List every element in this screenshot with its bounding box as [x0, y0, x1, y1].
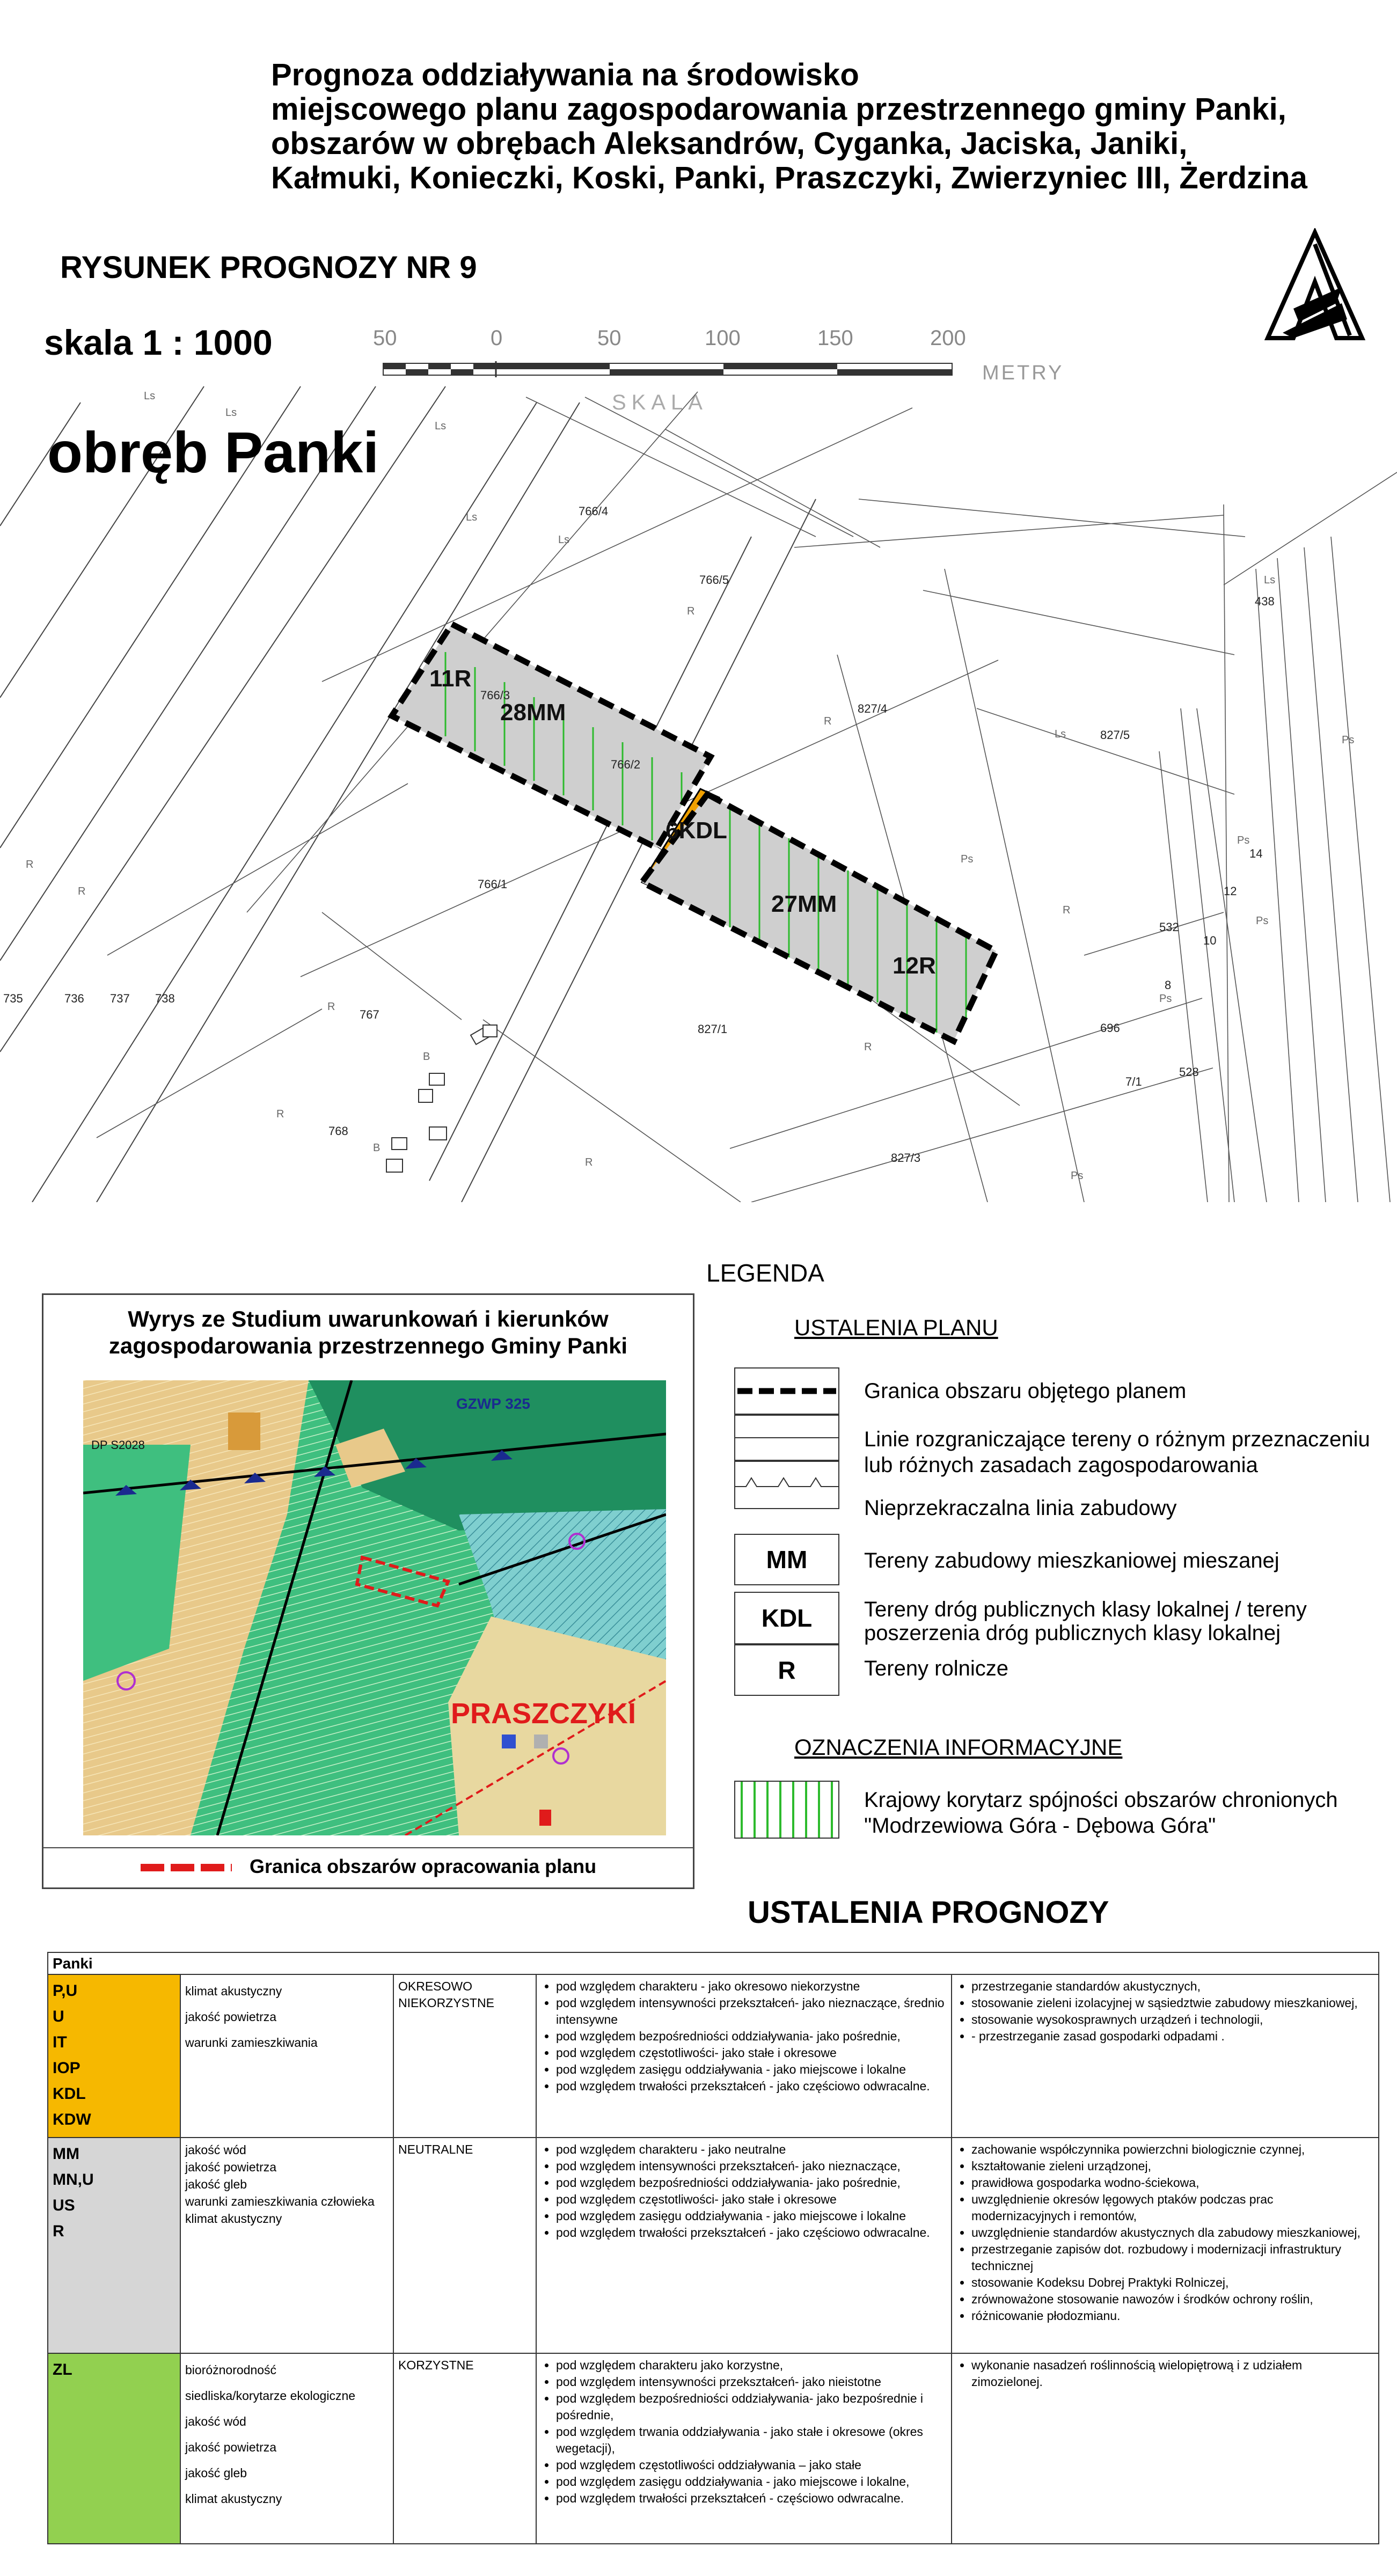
zone-code: MM [53, 2145, 79, 2163]
plot-label: 766/5 [699, 573, 729, 587]
legend-symbol-corridor [734, 1781, 839, 1839]
measures-cell [952, 2138, 1379, 2353]
table-row [48, 2138, 1379, 2353]
title-line: Kałmuki, Konieczki, Koski, Panki, Praszczyki, Zwierzyniec III, Żerdzina [271, 160, 1307, 195]
rating-cell: NEUTRALNE [393, 2138, 536, 2353]
land-class-label: Ps [1237, 835, 1250, 846]
land-class-label: R [276, 1108, 284, 1120]
plot-label: 827/5 [1100, 728, 1130, 742]
title-line: obszarów w obrębach Aleksandrów, Cyganka, Jaciska, Janiki, [271, 126, 1188, 161]
element-item: jakość powietrza [185, 2010, 277, 2024]
measure-item: • stosowanie zieleni izolacyjnej w sąsiedztwie zabudowy mieszkaniowej, [971, 1995, 1374, 2011]
legend-text: Linie rozgraniczające tereny o różnym przeznaczeniu lub różnych zasadach zagospodarowania [864, 1428, 1370, 1477]
table-header: Panki [48, 1952, 1379, 1974]
plot-label: 438 [1255, 595, 1275, 608]
zone-code: MN,U [53, 2171, 94, 2189]
effect-item: • pod względem intensywności przekształceń- jako nieznaczące, średnio intensywne [556, 1995, 947, 2028]
zone-label: 28MM [500, 699, 566, 726]
land-class-label: B [423, 1051, 430, 1063]
element-item: klimat akustyczny [185, 2492, 282, 2506]
land-class-label: Ls [225, 407, 237, 419]
measure-item: • prawidłowa gospodarka wodno-ściekowa, [971, 2175, 1374, 2191]
element-item: siedliska/korytarze ekologiczne [185, 2389, 356, 2403]
road-label: DP S2028 [91, 1438, 145, 1452]
environment-elements-cell [180, 2138, 393, 2353]
studium-map [83, 1380, 666, 1835]
legend-symbol-boundary-lines [734, 1415, 839, 1461]
plot-label: 768 [328, 1124, 348, 1138]
zone-code: R [53, 2222, 64, 2240]
scale-tick: 150 [817, 326, 853, 350]
land-class-label: Ls [466, 511, 478, 523]
effect-item: • pod względem bezpośredniości oddziaływania- jako bezpośrednie i pośrednie, [556, 2390, 947, 2424]
inset-divider [42, 1847, 694, 1848]
element-item: warunki zamieszkiwania [185, 2036, 318, 2050]
land-class-label: Ls [1264, 574, 1276, 586]
land-class-label: Ps [1159, 993, 1172, 1005]
legend-symbol-boundary [734, 1367, 839, 1415]
plot-label: 766/1 [478, 877, 508, 891]
land-class-label: R [327, 1001, 335, 1013]
drawing-title: RYSUNEK PROGNOZY NR 9 [60, 250, 477, 285]
scale-tick: 0 [491, 326, 503, 350]
effect-item: • pod względem charakteru - jako okresowo niekorzystne [556, 1978, 947, 1995]
plot-label: 737 [110, 992, 130, 1005]
zone-code: KDW [53, 2111, 91, 2128]
zone-code: IT [53, 2033, 67, 2051]
measures-cell [952, 1974, 1379, 2138]
area-title: obręb Panki [47, 420, 379, 485]
plot-label: 827/1 [698, 1022, 728, 1036]
land-class-label: Ps [1071, 1170, 1084, 1182]
table-row [48, 1974, 1379, 2138]
element-item: jakość wód [185, 2143, 246, 2157]
plot-label: 738 [155, 992, 175, 1005]
effects-cell [536, 2138, 952, 2353]
effect-item: • pod względem częstotliwości- jako stałe i okresowe [556, 2191, 947, 2208]
measure-item: • kształtowanie zieleni urządzonej, [971, 2158, 1374, 2175]
element-item: jakość powietrza [185, 2440, 277, 2454]
effect-item: • pod względem zasięgu oddziaływania - jako miejscowe i lokalne [556, 2061, 947, 2078]
plot-label: 766/3 [480, 689, 510, 702]
legend-symbol-building-line [734, 1461, 839, 1509]
land-class-label: R [864, 1041, 872, 1053]
plot-label: 12 [1224, 884, 1237, 898]
zone-label: 11R [429, 665, 472, 692]
land-class-label: Ls [1055, 728, 1066, 740]
land-class-label: Ls [144, 390, 156, 402]
effect-item: • pod względem zasięgu oddziaływania - jako miejscowe i lokalne [556, 2208, 947, 2224]
plot-label: 736 [64, 992, 84, 1005]
zone-label: 12R [893, 953, 936, 979]
zone-codes-cell [48, 2138, 180, 2353]
legend-info-heading: OZNACZENIA INFORMACYJNE [794, 1735, 1123, 1760]
plot-label: 827/3 [891, 1151, 921, 1165]
title-line: Prognoza oddziaływania na środowisko [271, 57, 859, 92]
legend-text: Nieprzekraczalna linia zabudowy [864, 1496, 1177, 1520]
scale-word: SKALA [612, 391, 708, 414]
measure-item: • - przestrzeganie zasad gospodarki odpadami . [971, 2028, 1374, 2045]
inset-legend-label: Granica obszarów opracowania planu [250, 1855, 597, 1877]
measure-item: • zrównoważone stosowanie nawozów i środków ochrony roślin, [971, 2291, 1374, 2308]
zone-code: IOP [53, 2059, 81, 2077]
zone-code: P,U [53, 1982, 78, 2000]
legend-code-mm: MM [734, 1534, 839, 1585]
plot-label: 766/2 [611, 758, 641, 771]
gzwp-label: GZWP 325 [456, 1395, 530, 1412]
measures-cell [952, 2353, 1379, 2544]
legend-text: Tereny rolnicze [864, 1657, 1009, 1680]
scale-tick: 100 [705, 326, 741, 350]
scale-tick: 200 [930, 326, 966, 350]
measure-item: • przestrzeganie standardów akustycznych, [971, 1978, 1374, 1995]
land-class-label: Ps [961, 853, 974, 865]
plot-label: 14 [1249, 847, 1263, 860]
zone-codes-cell [48, 2353, 180, 2544]
land-class-label: R [1063, 904, 1071, 916]
inset-boundary-symbol [141, 1862, 232, 1873]
rating-cell: OKRESOWO NIEKORZYSTNE [393, 1974, 536, 2138]
land-class-label: R [824, 715, 832, 727]
zone-label: 6KDL [665, 817, 727, 844]
environment-elements-cell [180, 2353, 393, 2544]
land-class-label: R [78, 885, 86, 897]
forecast-title: USTALENIA PROGNOZY [748, 1895, 1109, 1930]
legend-title: LEGENDA [706, 1259, 824, 1287]
plot-label: 532 [1159, 920, 1179, 934]
title-line: miejscowego planu zagospodarowania przestrzennego gminy Panki, [271, 92, 1286, 127]
land-class-label: Ls [435, 420, 447, 432]
effect-item: • pod względem bezpośredniości oddziaływania- jako pośrednie, [556, 2175, 947, 2191]
element-item: klimat akustyczny [185, 1984, 282, 1998]
legend-code-r: R [734, 1644, 839, 1696]
effect-item: • pod względem trwania oddziaływania - jako stałe i okresowe (okres wegetacji), [556, 2424, 947, 2457]
measure-item: • stosowanie Kodeksu Dobrej Praktyki Rolniczej, [971, 2274, 1374, 2291]
zone-code: ZL [53, 2361, 72, 2379]
land-class-label: R [585, 1157, 593, 1168]
north-arrow-icon [1261, 228, 1369, 346]
effect-item: • pod względem charakteru - jako neutralne [556, 2141, 947, 2158]
scale-tick: 50 [373, 326, 397, 350]
legend-text: Krajowy korytarz spójności obszarów chronionych "Modrzewiowa Góra - Dębowa Góra" [864, 1788, 1338, 1838]
praszczyki-label: PRASZCZYKI [451, 1697, 637, 1730]
land-class-label: R [687, 605, 695, 617]
effect-item: • pod względem trwałości przekształceń - częściowo odwracalne. [556, 2490, 947, 2507]
measure-item: • uwzględnienie standardów akustycznych dla zabudowy mieszkaniowej, [971, 2224, 1374, 2241]
plot-label: 766/4 [579, 504, 609, 518]
effect-item: • pod względem intensywności przekształceń- jako nieistotne [556, 2374, 947, 2390]
effect-item: • pod względem częstotliwości oddziaływania – jako stałe [556, 2457, 947, 2473]
measure-item: • stosowanie wysokosprawnych urządzeń i technologii, [971, 2011, 1374, 2028]
effects-cell [536, 2353, 952, 2544]
table-row [48, 2353, 1379, 2544]
plot-label: 7/1 [1125, 1075, 1142, 1088]
element-item: bioróżnorodność [185, 2363, 277, 2377]
scale-text: skala 1 : 1000 [44, 323, 273, 362]
zone-code: KDL [53, 2085, 86, 2103]
legend-text: Tereny dróg publicznych klasy lokalnej / tereny poszerzenia dróg publicznych klasy lokalnej [864, 1598, 1307, 1645]
plot-label: 767 [360, 1008, 379, 1021]
zone-code: US [53, 2197, 75, 2214]
inset-title [43, 1306, 693, 1359]
zone-code: U [53, 2008, 64, 2025]
plot-label: 735 [3, 992, 23, 1005]
land-class-label: B [373, 1142, 381, 1154]
effect-item: • pod względem bezpośredniości oddziaływania- jako pośrednie, [556, 2028, 947, 2045]
land-class-label: Ps [1342, 734, 1355, 746]
legend-text: Tereny zabudowy mieszkaniowej mieszanej [864, 1549, 1279, 1572]
element-item: jakość powietrza [185, 2160, 277, 2174]
plot-label: 528 [1179, 1065, 1199, 1079]
element-item: warunki zamieszkiwania człowieka [185, 2194, 375, 2208]
measure-item: • różnicowanie płodozmianu. [971, 2308, 1374, 2324]
document-title [271, 58, 1377, 195]
rating-cell: KORZYSTNE [393, 2353, 536, 2544]
inset-title-line: Wyrys ze Studium uwarunkowań i kierunków [128, 1306, 609, 1331]
plot-label: 10 [1203, 934, 1217, 947]
land-class-label: Ps [1256, 915, 1269, 927]
zone-codes-cell [48, 1974, 180, 2138]
legend-plan-heading: USTALENIA PLANU [794, 1315, 998, 1340]
land-class-label: R [26, 859, 34, 870]
zone-label: 27MM [771, 891, 837, 917]
element-item: jakość gleb [185, 2177, 247, 2191]
table-header-row [48, 1952, 1379, 1974]
legend-text: Granica obszaru objętego planem [864, 1379, 1187, 1403]
plot-label: 696 [1100, 1021, 1120, 1035]
effect-item: • pod względem trwałości przekształceń - jako częściowo odwracalne. [556, 2078, 947, 2095]
measure-item: • wykonanie nasadzeń roślinnością wielopiętrową i z udziałem zimozielonej. [971, 2357, 1374, 2390]
effect-item: • pod względem częstotliwości- jako stałe i okresowe [556, 2045, 947, 2061]
scale-tick: 50 [597, 326, 621, 350]
effects-cell [536, 1974, 952, 2138]
effect-item: • pod względem charakteru jako korzystne, [556, 2357, 947, 2374]
measure-item: • zachowanie współczynnika powierzchni biologicznie czynnej, [971, 2141, 1374, 2158]
measure-item: • przestrzeganie zapisów dot. rozbudowy i modernizacji infrastruktury technicznej [971, 2241, 1374, 2274]
inset-title-line: zagospodarowania przestrzennego Gminy Panki [108, 1333, 628, 1358]
effect-item: • pod względem intensywności przekształceń- jako nieznaczące, [556, 2158, 947, 2175]
element-item: jakość wód [185, 2414, 246, 2428]
forecast-table [47, 1952, 1379, 2544]
legend-code-kdl: KDL [734, 1592, 839, 1644]
measure-item: • uwzględnienie okresów lęgowych ptaków podczas prac modernizacyjnych i remontów, [971, 2191, 1374, 2224]
land-class-label: Ls [558, 534, 570, 546]
plot-label: 8 [1165, 978, 1172, 992]
effect-item: • pod względem zasięgu oddziaływania - jako miejscowe i lokalne, [556, 2473, 947, 2490]
element-item: klimat akustyczny [185, 2212, 282, 2226]
element-item: jakość gleb [185, 2466, 247, 2480]
scale-unit: METRY [982, 362, 1064, 384]
environment-elements-cell [180, 1974, 393, 2138]
plot-label: 827/4 [858, 702, 888, 715]
effect-item: • pod względem trwałości przekształceń - jako częściowo odwracalne. [556, 2224, 947, 2241]
